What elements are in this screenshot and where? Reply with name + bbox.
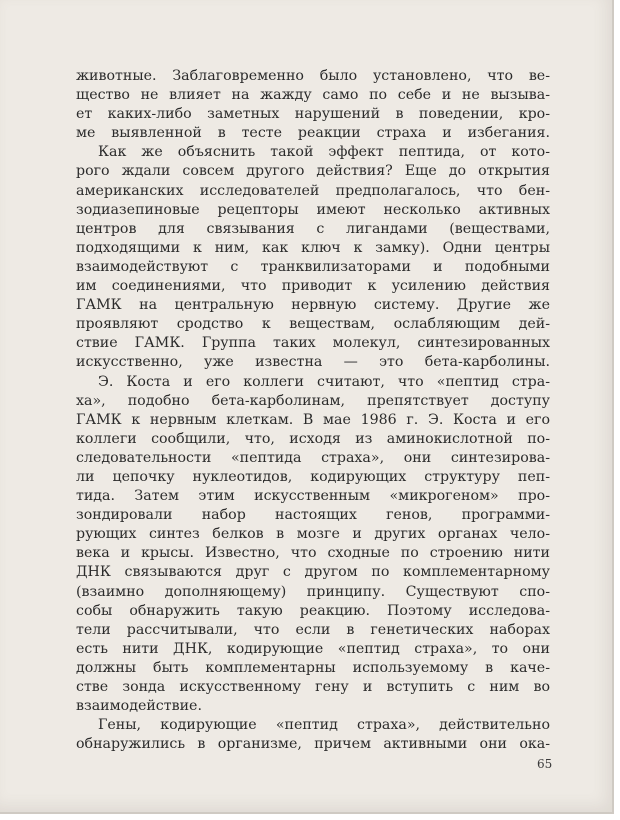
text-line: века и крысы. Известно, что сходные по строению нити bbox=[76, 545, 550, 562]
text-line: ет каких-либо заметных нарушений в поведении, кро- bbox=[76, 106, 550, 123]
text-line: проявляют сродство к веществам, ослабляющим дей- bbox=[76, 316, 550, 333]
text-line: следовательности «пептида страха», они синтезирова- bbox=[76, 449, 550, 466]
text-line: коллеги сообщили, что, исходя из аминокислотной по- bbox=[76, 430, 550, 447]
text-line: им соединениями, что приводит к усилению действия bbox=[76, 278, 550, 295]
text-line: американских исследователей предполагалось, что бен- bbox=[76, 182, 550, 199]
text-line: стве зонда искусственному гену и вступить с ним во bbox=[76, 679, 550, 695]
text-line: центров для связывания с лигандами (веществами, bbox=[76, 220, 550, 237]
text-line: собы обнаружить такую реакцию. Поэтому исследова- bbox=[76, 602, 550, 619]
text-line: рующих синтез белков в мозге и других органах чело- bbox=[76, 526, 550, 543]
text-line: рого ждали совсем другого действия? Еще до открытия bbox=[76, 163, 550, 180]
text-line: должны быть комплементарны используемому в каче- bbox=[76, 659, 550, 676]
page-number: 65 bbox=[537, 757, 553, 771]
text-line: подходящими к ним, как ключ к замку). Одни центры bbox=[76, 239, 550, 256]
text-line: Гены, кодирующие «пептид страха», действительно bbox=[98, 717, 550, 734]
text-line: ли цепочку нуклеотидов, кодирующих структуру пеп- bbox=[76, 468, 550, 485]
text-line: тида. Затем этим искусственным «микрогеном» про- bbox=[76, 488, 550, 505]
text-line: ме выявленной в тесте реакции страха и избегания. bbox=[76, 125, 550, 142]
body-text bbox=[76, 67, 550, 754]
text-line: ГАМК к нервным клеткам. В мае 1986 г. Э. Коста и его bbox=[76, 411, 550, 428]
text-line: тели рассчитывали, что если в генетических наборах bbox=[76, 621, 550, 638]
text-line: взаимодействие. bbox=[76, 698, 202, 715]
text-line: есть нити ДНК, кодирующие «пептид страха», то они bbox=[76, 640, 550, 657]
text-line: ГАМК на центральную нервную систему. Другие же bbox=[76, 297, 550, 314]
text-line: щество не влияет на жажду само по себе и не вызыва- bbox=[76, 87, 550, 104]
text-line: Э. Коста и его коллеги считают, что «пептид стра- bbox=[98, 373, 550, 390]
text-line: ДНК связываются друг с другом по комплементарному bbox=[76, 564, 550, 581]
text-line: зондировали набор настоящих генов, программи- bbox=[76, 507, 550, 524]
text-line: ствие ГАМК. Группа таких молекул, синтезированных bbox=[76, 335, 550, 352]
text-line: ха», подобно бета-карболинам, препятствует доступу bbox=[76, 392, 550, 409]
text-line: взаимодействуют с транквилизаторами и подобными bbox=[76, 258, 550, 275]
text-line: искусственно, уже известна — это бета-карболины. bbox=[76, 354, 550, 371]
text-line: зодиазепиновые рецепторы имеют несколько активных bbox=[76, 201, 550, 218]
text-line: (взаимно дополняющему) принципу. Существуют спо- bbox=[76, 583, 550, 600]
text-line: обнаружились в организме, причем активными они ока- bbox=[76, 736, 550, 753]
text-line: животные. Заблаговременно было установлено, что ве- bbox=[76, 68, 550, 84]
text-line: Как же объяснить такой эффект пептида, от кото- bbox=[98, 144, 550, 161]
